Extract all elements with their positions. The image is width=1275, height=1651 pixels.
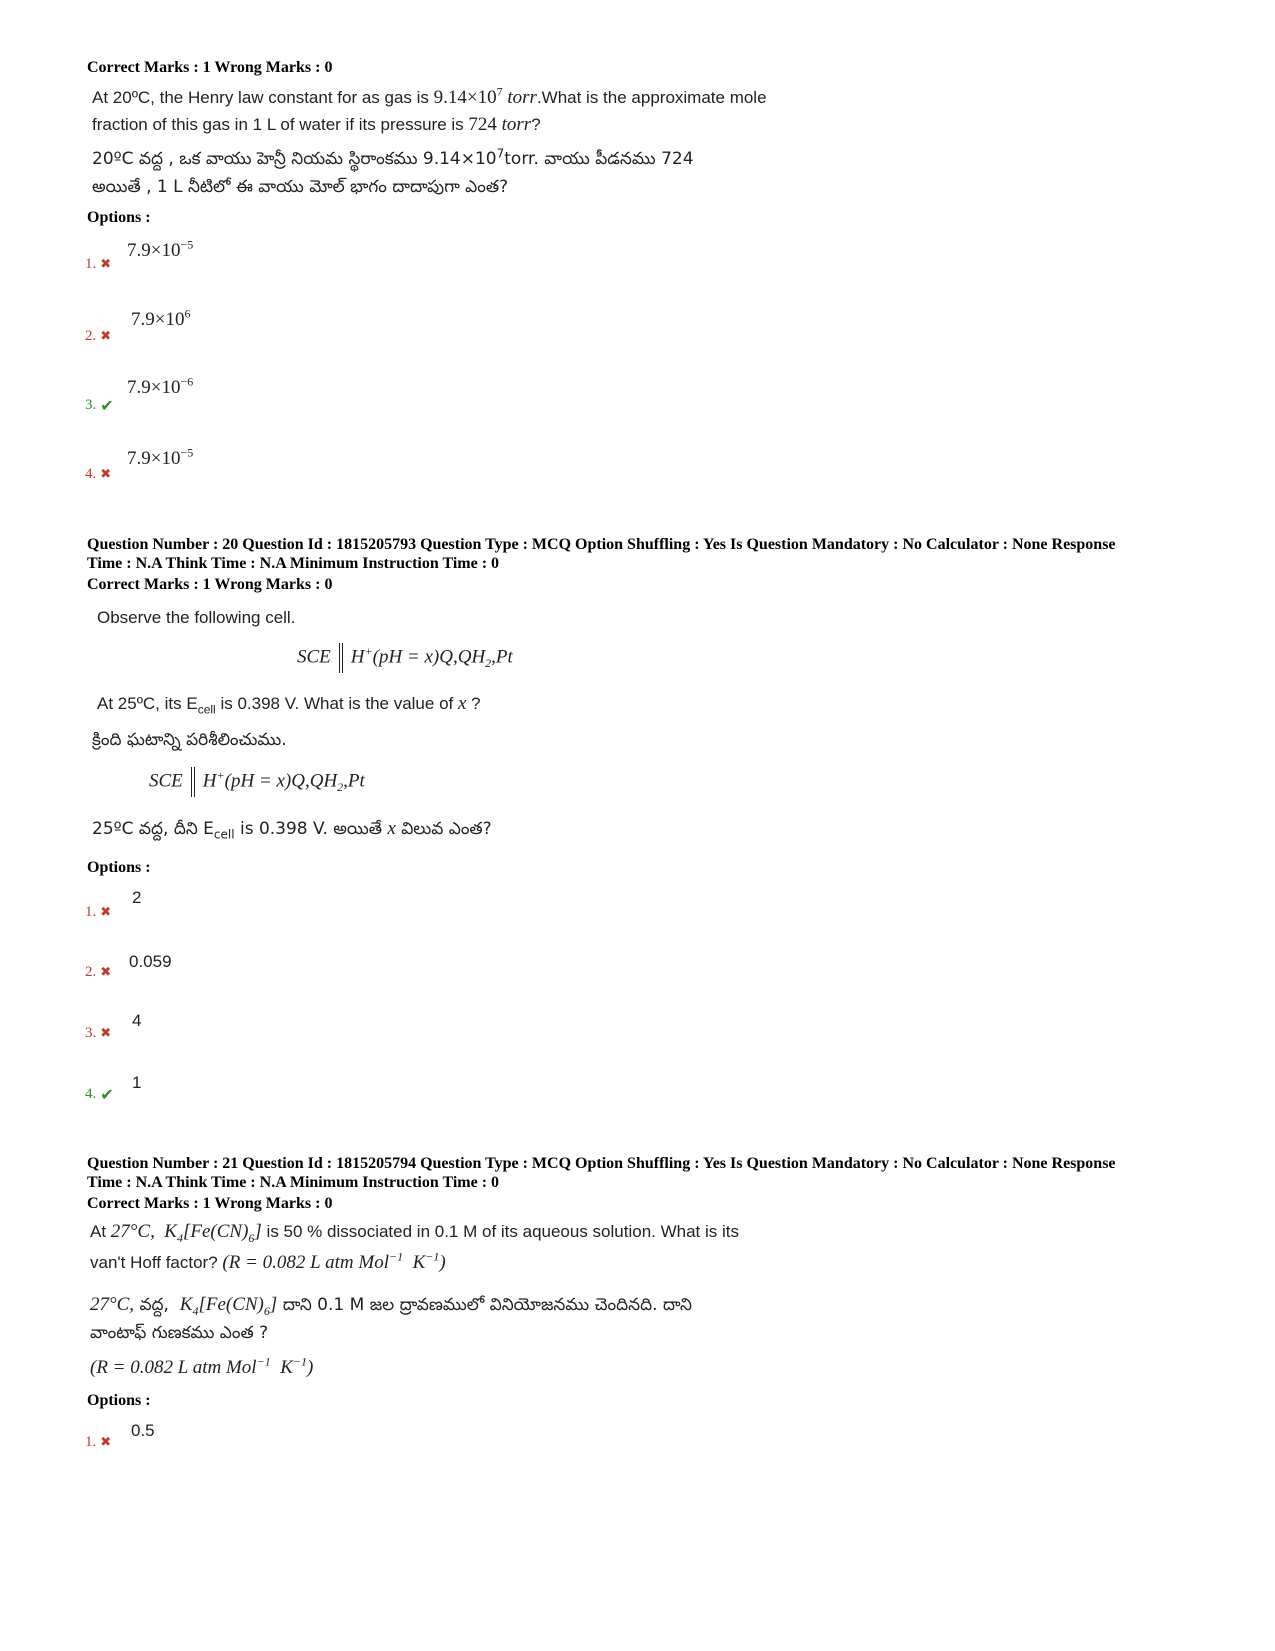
- wrong-icon: ✖: [100, 467, 112, 482]
- q19-marks: Correct Marks : 1 Wrong Marks : 0: [87, 59, 333, 76]
- q20-option-3-value: 4: [132, 1011, 142, 1030]
- q19-option-1[interactable]: 1. ✖: [85, 256, 112, 272]
- q19-option-2-value: $7.9\times 10^6$: [131, 306, 191, 330]
- salt-bridge-icon: [191, 767, 195, 797]
- wrong-icon: ✖: [100, 905, 112, 920]
- q20-telugu-observe: క్రింది ఘటాన్ని పరిశీలించుము.: [92, 730, 287, 750]
- q20-header: Question Number : 20 Question Id : 1815205793 Question Type : MCQ Option Shuffling : Yes Is Question Mandatory : No Calculator : None Response Time : N.A Think Time : N.A Minimum Instruction Time : 0: [87, 536, 1116, 572]
- wrong-icon: ✖: [100, 965, 112, 980]
- q21-options-label: Options :: [87, 1392, 151, 1409]
- q21-option-1-value: 0.5: [131, 1421, 155, 1440]
- wrong-icon: ✖: [100, 1026, 112, 1041]
- check-icon: ✔: [100, 1085, 114, 1104]
- q21-telugu-text: 27°C, వద్ద, $K_4[Fe(CN)_6]$ దాని 0.1 M జల ద్రావణములో వినియోజనము చెందినది. దాని వాంటాఫ్ గుణకము ఎంత ?: [90, 1294, 692, 1343]
- q21-english-text: At 27°C, $K_4[Fe(CN)_6]$ is 50 % dissociated in 0.1 M of its aqueous solution. What is its van't Hoff factor? (R = 0.082 L atm Mol$^{-1}$ $K^{-1}$): [90, 1221, 740, 1273]
- q19-options-label: Options :: [87, 209, 151, 226]
- check-icon: ✔: [100, 396, 114, 415]
- q19-option-3[interactable]: 3. ✔: [85, 396, 114, 415]
- q20-option-1[interactable]: 1. ✖: [85, 904, 112, 920]
- q21-marks: Correct Marks : 1 Wrong Marks : 0: [87, 1195, 333, 1212]
- q20-option-4-value: 1: [132, 1073, 142, 1092]
- wrong-icon: ✖: [100, 1435, 112, 1450]
- q20-marks: Correct Marks : 1 Wrong Marks : 0: [87, 576, 333, 593]
- q20-cell-diagram-2: SCE $H^+(pH = x)Q,QH_2,Pt$: [149, 767, 365, 797]
- q21-header: Question Number : 21 Question Id : 1815205794 Question Type : MCQ Option Shuffling : Yes Is Question Mandatory : No Calculator : None Response Time : N.A Think Time : N.A Minimum Instruction Time : 0: [87, 1155, 1116, 1191]
- q20-option-2-value: 0.059: [129, 952, 172, 971]
- q20-option-4[interactable]: 4. ✔: [85, 1085, 114, 1104]
- q19-option-3-value: $7.9\times 10^{-6}$: [127, 374, 194, 398]
- q19-option-4-value: $7.9\times 10^{-5}$: [127, 445, 194, 469]
- q20-cell-diagram-1: SCE $H^+(pH = x)Q,QH_2,Pt$: [297, 643, 513, 673]
- q19-english-text: At 20ºC, the Henry law constant for as gas is $9.14\times 10^7$ torr.What is the approximate mole fraction of this gas in 1 L of water if its pressure is 724 torr?: [92, 84, 767, 135]
- q20-english-question: At 25ºC, its $E_{cell}$ is 0.398 V. What is the value of x ?: [97, 693, 481, 717]
- q21-r-constant: (R = 0.082 L atm Mol$^{-1}$ $K^{-1}$): [90, 1354, 314, 1378]
- q21-option-1[interactable]: 1. ✖: [85, 1434, 112, 1450]
- q20-option-3[interactable]: 3. ✖: [85, 1025, 112, 1041]
- wrong-icon: ✖: [100, 329, 112, 344]
- q19-telugu-text: 20ºC వద్ద , ఒక వాయు హెన్రీ నియమ స్థిరాంకము $9.14\times 10^7torr$. వాయు పీడనము 724 అయితే , 1 L నీటిలో ఈ వాయు మోల్ భాగం దాదాపుగా ఎంత?: [92, 146, 694, 197]
- wrong-icon: ✖: [100, 257, 112, 272]
- q19-option-4[interactable]: 4. ✖: [85, 466, 112, 482]
- q20-telugu-question: 25ºC వద్ద, దీని $E_{cell}$ is 0.398 V. అయితే x విలువ ఎంత?: [92, 818, 492, 842]
- salt-bridge-icon: [339, 643, 343, 673]
- q19-option-1-value: $7.9\times 10^{-5}$: [127, 237, 194, 261]
- q20-option-2[interactable]: 2. ✖: [85, 964, 112, 980]
- q20-options-label: Options :: [87, 859, 151, 876]
- q20-option-1-value: 2: [132, 888, 142, 907]
- q19-option-2[interactable]: 2. ✖: [85, 328, 112, 344]
- q20-observe-text: Observe the following cell.: [97, 608, 296, 627]
